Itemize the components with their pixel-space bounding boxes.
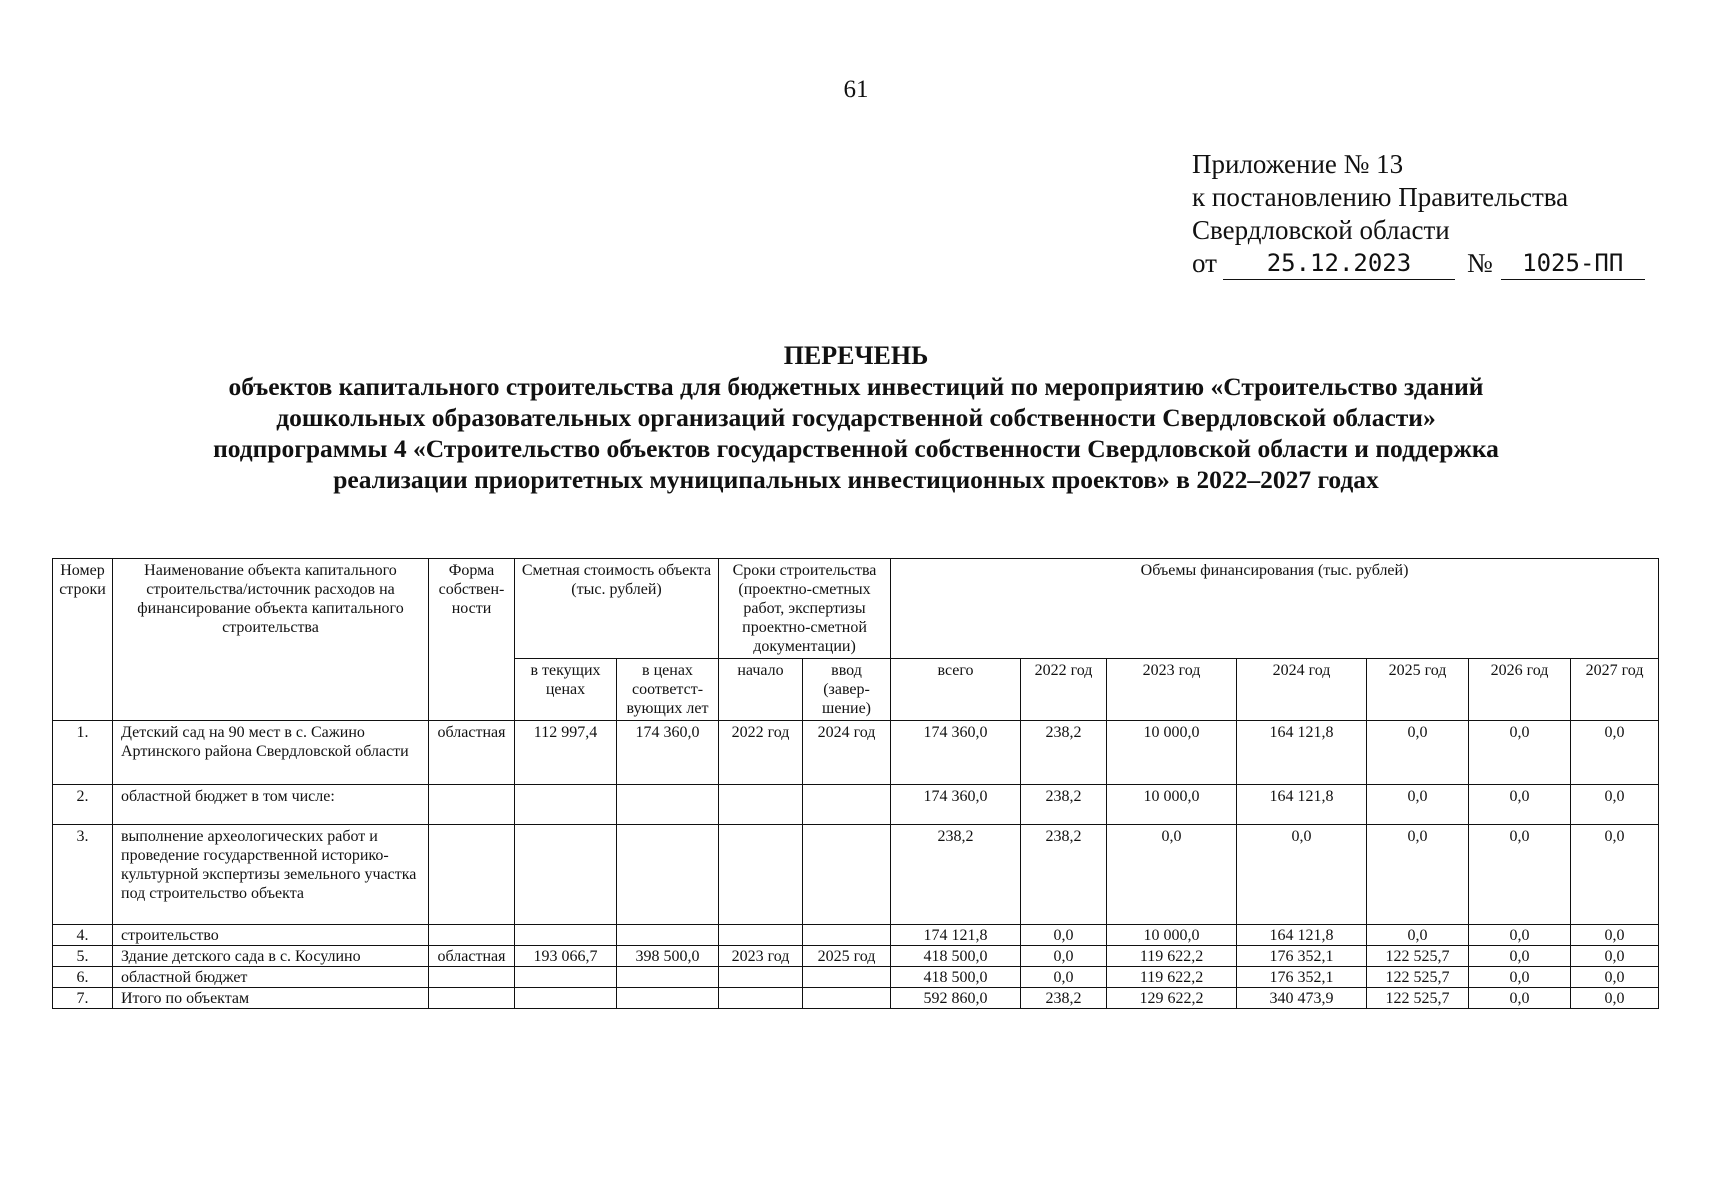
table-header-row: [53, 559, 1659, 659]
cell-2026: 0,0: [1469, 967, 1571, 988]
appendix-date-line: [1192, 247, 1645, 280]
cell-2022: 238,2: [1021, 988, 1107, 1009]
cell-form: [429, 825, 515, 925]
cell-2026: 0,0: [1469, 988, 1571, 1009]
table-row: [53, 785, 1659, 825]
header-cost-respective: в ценах соответст-вующих лет: [617, 659, 719, 721]
cell-total: 174 360,0: [891, 721, 1021, 785]
cell-name: Детский сад на 90 мест в с. Сажино Артинского района Свердловской области: [113, 721, 429, 785]
page-number: 61: [843, 76, 869, 103]
cell-name: Здание детского сада в с. Косулино: [113, 946, 429, 967]
cell-2027: 0,0: [1571, 785, 1659, 825]
appendix-title: Приложение № 13: [1192, 149, 1404, 179]
appendix-region: Свердловской области: [1192, 215, 1450, 245]
appendix-resolution: к постановлению Правительства: [1192, 182, 1569, 212]
cell-start: [719, 785, 803, 825]
cell-total: 592 860,0: [891, 988, 1021, 1009]
title-line-1: объектов капитального строительства для бюджетных инвестиций по мероприятию «Строительство зданий: [228, 372, 1484, 401]
cell-name: Итого по объектам: [113, 988, 429, 1009]
cell-total: 418 500,0: [891, 967, 1021, 988]
cell-start: 2023 год: [719, 946, 803, 967]
header-total: всего: [891, 659, 1021, 721]
cell-2025: 0,0: [1367, 721, 1469, 785]
cell-start: [719, 825, 803, 925]
header-row-number: Номер строки: [53, 559, 113, 721]
cell-cost-current: 112 997,4: [515, 721, 617, 785]
cell-cost-years: [617, 785, 719, 825]
header-2026: 2026 год: [1469, 659, 1571, 721]
header-construction-terms: Сроки строительства (проектно-сметных работ, экспертизы проектно-сметной документации): [719, 559, 891, 659]
title-line-3: подпрограммы 4 «Строительство объектов государственной собственности Свердловской области и поддержка: [213, 434, 1499, 463]
cell-2023: 119 622,2: [1107, 946, 1237, 967]
cell-2023: 0,0: [1107, 825, 1237, 925]
cell-end: 2025 год: [803, 946, 891, 967]
cell-form: областная: [429, 946, 515, 967]
resolution-date: 25.12.2023: [1223, 249, 1455, 280]
cell-2026: 0,0: [1469, 946, 1571, 967]
objects-table: [52, 558, 1659, 1009]
cell-cost-years: [617, 925, 719, 946]
cell-2024: 164 121,8: [1237, 925, 1367, 946]
cell-2024: 164 121,8: [1237, 785, 1367, 825]
header-2023: 2023 год: [1107, 659, 1237, 721]
header-2025: 2025 год: [1367, 659, 1469, 721]
cell-form: [429, 988, 515, 1009]
cell-2024: 176 352,1: [1237, 967, 1367, 988]
cell-2026: 0,0: [1469, 825, 1571, 925]
cell-total: 418 500,0: [891, 946, 1021, 967]
cell-2027: 0,0: [1571, 988, 1659, 1009]
cell-2022: 238,2: [1021, 721, 1107, 785]
cell-cost-years: [617, 988, 719, 1009]
cell-2022: 238,2: [1021, 825, 1107, 925]
cell-2023: 119 622,2: [1107, 967, 1237, 988]
cell-end: [803, 925, 891, 946]
header-estimated-cost: Сметная стоимость объекта (тыс. рублей): [515, 559, 719, 659]
cell-end: [803, 825, 891, 925]
header-term-end: ввод (завер-шение): [803, 659, 891, 721]
header-2027: 2027 год: [1571, 659, 1659, 721]
cell-2027: 0,0: [1571, 825, 1659, 925]
cell-total: 174 121,8: [891, 925, 1021, 946]
cell-2024: 340 473,9: [1237, 988, 1367, 1009]
cell-num: 6.: [53, 967, 113, 988]
cell-form: [429, 967, 515, 988]
cell-2025: 122 525,7: [1367, 946, 1469, 967]
cell-form: [429, 925, 515, 946]
cell-2025: 0,0: [1367, 925, 1469, 946]
title-line-4: реализации приоритетных муниципальных инвестиционных проектов» в 2022–2027 годах: [333, 465, 1379, 494]
cell-2022: 0,0: [1021, 925, 1107, 946]
number-sign: №: [1466, 248, 1493, 278]
cell-2023: 10 000,0: [1107, 925, 1237, 946]
cell-form: [429, 785, 515, 825]
cell-num: 7.: [53, 988, 113, 1009]
cell-cost-years: 174 360,0: [617, 721, 719, 785]
header-2022: 2022 год: [1021, 659, 1107, 721]
table-row: [53, 721, 1659, 785]
cell-cost-current: [515, 967, 617, 988]
table-row: [53, 946, 1659, 967]
cell-2026: 0,0: [1469, 721, 1571, 785]
cell-cost-current: [515, 925, 617, 946]
header-cost-current: в текущих ценах: [515, 659, 617, 721]
cell-num: 3.: [53, 825, 113, 925]
cell-end: [803, 785, 891, 825]
cell-2025: 0,0: [1367, 785, 1469, 825]
cell-cost-current: [515, 825, 617, 925]
table-row: [53, 825, 1659, 925]
cell-cost-years: [617, 967, 719, 988]
cell-cost-years: 398 500,0: [617, 946, 719, 967]
table-row: [53, 988, 1659, 1009]
cell-total: 174 360,0: [891, 785, 1021, 825]
cell-2027: 0,0: [1571, 721, 1659, 785]
cell-name: областной бюджет в том числе:: [113, 785, 429, 825]
cell-2027: 0,0: [1571, 946, 1659, 967]
cell-end: [803, 988, 891, 1009]
cell-2025: 122 525,7: [1367, 988, 1469, 1009]
cell-2023: 10 000,0: [1107, 785, 1237, 825]
cell-2024: 0,0: [1237, 825, 1367, 925]
cell-start: 2022 год: [719, 721, 803, 785]
date-prefix: от: [1192, 248, 1217, 278]
cell-2022: 0,0: [1021, 946, 1107, 967]
cell-end: [803, 967, 891, 988]
cell-name: строительство: [113, 925, 429, 946]
cell-start: [719, 988, 803, 1009]
cell-2023: 129 622,2: [1107, 988, 1237, 1009]
cell-2024: 164 121,8: [1237, 721, 1367, 785]
cell-2026: 0,0: [1469, 925, 1571, 946]
cell-name: областной бюджет: [113, 967, 429, 988]
title-heading: ПЕРЕЧЕНЬ: [783, 341, 929, 370]
cell-start: [719, 967, 803, 988]
cell-cost-years: [617, 825, 719, 925]
document-title: [0, 340, 1712, 495]
cell-total: 238,2: [891, 825, 1021, 925]
cell-2022: 0,0: [1021, 967, 1107, 988]
appendix-block: [1192, 148, 1645, 280]
header-object-name: Наименование объекта капитального строительства/источник расходов на финансирование объекта капитального строительства: [113, 559, 429, 721]
table-row: [53, 967, 1659, 988]
cell-name: выполнение археологических работ и проведение государственной историко-культурной экспертизы земельного участка под строительство объекта: [113, 825, 429, 925]
cell-start: [719, 925, 803, 946]
cell-2027: 0,0: [1571, 967, 1659, 988]
cell-2024: 176 352,1: [1237, 946, 1367, 967]
cell-num: 1.: [53, 721, 113, 785]
cell-2025: 122 525,7: [1367, 967, 1469, 988]
cell-num: 5.: [53, 946, 113, 967]
cell-num: 4.: [53, 925, 113, 946]
table-row: [53, 925, 1659, 946]
cell-num: 2.: [53, 785, 113, 825]
cell-2025: 0,0: [1367, 825, 1469, 925]
cell-end: 2024 год: [803, 721, 891, 785]
resolution-number: 1025-ПП: [1501, 249, 1645, 280]
header-ownership: Форма собствен-ности: [429, 559, 515, 721]
cell-2026: 0,0: [1469, 785, 1571, 825]
cell-form: областная: [429, 721, 515, 785]
cell-2023: 10 000,0: [1107, 721, 1237, 785]
cell-2027: 0,0: [1571, 925, 1659, 946]
header-term-start: начало: [719, 659, 803, 721]
cell-cost-current: [515, 785, 617, 825]
header-financing: Объемы финансирования (тыс. рублей): [891, 559, 1659, 659]
header-2024: 2024 год: [1237, 659, 1367, 721]
cell-cost-current: 193 066,7: [515, 946, 617, 967]
cell-cost-current: [515, 988, 617, 1009]
cell-2022: 238,2: [1021, 785, 1107, 825]
title-line-2: дошкольных образовательных организаций государственной собственности Свердловской области»: [276, 403, 1436, 432]
